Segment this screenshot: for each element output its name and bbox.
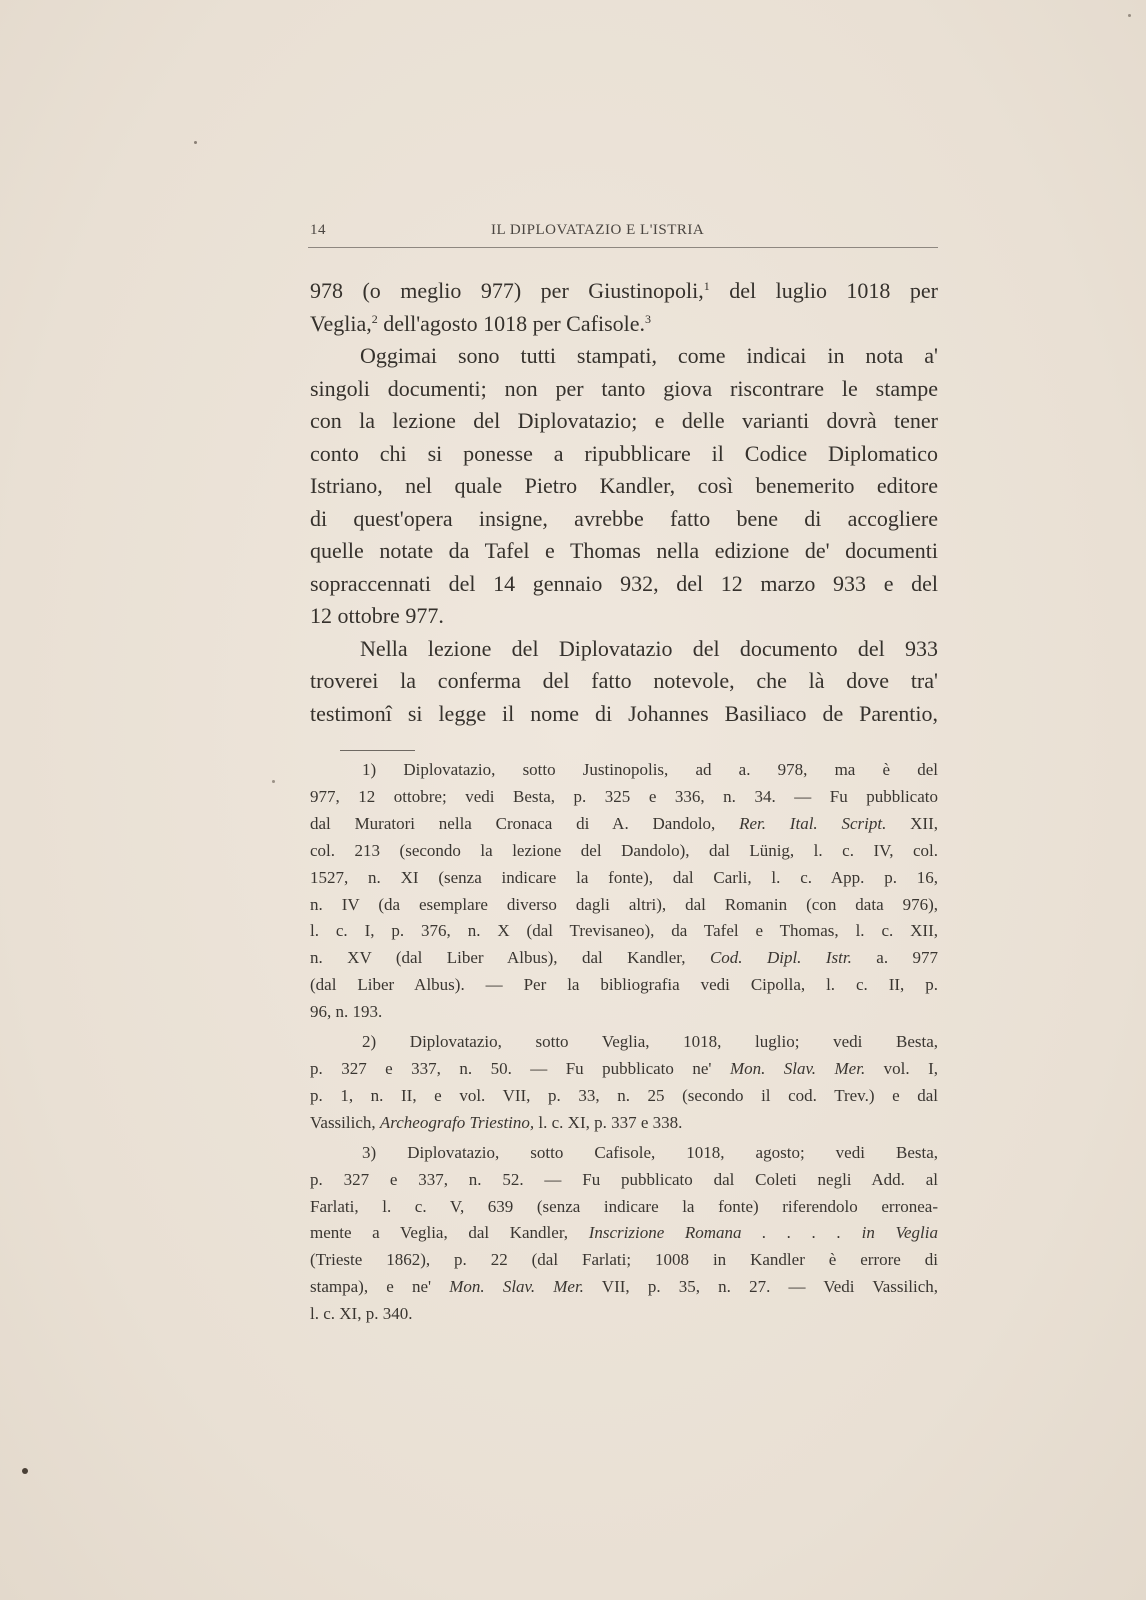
text-line: Istriano, nel quale Pietro Kandler, così benemerito editore — [310, 473, 938, 498]
footnote-line: 1) Diplovatazio, sotto Justinopolis, ad a. 978, ma è del — [362, 760, 938, 779]
footnote-line: p. 327 e 337, n. 50. — Fu pubblicato ne' Mon. Slav. Mer. vol. I, — [310, 1058, 939, 1078]
footnote-line: 977, 12 ottobre; vedi Besta, p. 325 e 336, n. 34. — Fu pubblicato — [310, 786, 938, 806]
footnote-line: 1527, n. XI (senza indicare la fonte), dal Carli, l. c. App. p. 16, — [310, 867, 938, 887]
footnote-line: (Trieste 1862), p. 22 (dal Farlati; 1008 in Kandler è errore di — [310, 1250, 938, 1270]
footnote-line: 3) Diplovatazio, sotto Cafisole, 1018, agosto; vedi Besta, — [362, 1142, 938, 1162]
paper-blemish — [1128, 14, 1131, 17]
footnote-ref: 2 — [371, 311, 378, 326]
footnote-1 — [310, 757, 938, 1026]
main-text — [310, 275, 938, 730]
footnote-line: dal Muratori nella Cronaca di A. Dandolo, Rer. Ital. Script. XII, — [310, 813, 938, 833]
text-line: troverei la conferma del fatto notevole, che là dove tra' — [310, 668, 938, 693]
footnotes — [310, 757, 938, 1328]
running-title: IL DIPLOVATAZIO E L'ISTRIA — [491, 222, 705, 238]
footnote-line: l. c. I, p. 376, n. X (dal Trevisaneo), da Tafel e Thomas, l. c. XII, — [310, 921, 938, 941]
footnote-line: 96, n. 193. — [310, 1002, 383, 1022]
text-line: sopraccennati del 14 gennaio 932, del 12 marzo 933 e del — [310, 570, 938, 596]
footnote-line: stampa), e ne' Mon. Slav. Mer. VII, p. 35, n. 27. — Vedi Vassilich, — [310, 1277, 939, 1297]
text-line: 12 ottobre 977. — [310, 603, 444, 628]
text-line: 978 (o meglio 977) per Giustinopoli,$^1$ del luglio 1018 per — [310, 278, 938, 303]
text-line: conto chi si ponesse a ripubblicare il Codice Diplomatico — [310, 440, 938, 466]
footnote-line: p. 1, n. II, e vol. VII, p. 33, n. 25 (secondo il cod. Trev.) e dal — [310, 1085, 938, 1105]
page-number: 14 — [310, 222, 326, 238]
footnote-line: Vassilich, Archeografo Triestino, l. c. XI, p. 337 e 338. — [310, 1112, 683, 1132]
text-line: di quest'opera insigne, avrebbe fatto bene di accogliere — [310, 505, 938, 531]
footnote-line: n. XV (dal Liber Albus), dal Kandler, Cod. Dipl. Istr. a. 977 — [310, 948, 939, 968]
text-line: testimonî si legge il nome di Johannes Basiliaco de Parentio, — [310, 700, 938, 726]
text-line: singoli documenti; non per tanto giova riscontrare le stampe — [310, 375, 938, 401]
footnote-line: l. c. XI, p. 340. — [310, 1304, 413, 1324]
paper-blemish — [272, 780, 275, 783]
text-line: quelle notate da Tafel e Thomas nella edizione de' documenti — [310, 538, 938, 563]
text-line: Oggimai sono tutti stampati, come indicai in nota a' — [360, 343, 938, 368]
footnote-rule — [340, 750, 415, 751]
footnote-line: n. IV (da esemplare diverso dagli altri), dal Romanin (con data 976), — [310, 894, 938, 914]
paper-blemish — [194, 141, 197, 144]
paper-blemish — [22, 1468, 28, 1474]
footnote-line: 2) Diplovatazio, sotto Veglia, 1018, luglio; vedi Besta, — [362, 1032, 938, 1052]
footnote-3 — [310, 1140, 938, 1328]
header-rule — [308, 247, 938, 248]
footnote-ref: 3 — [645, 311, 652, 326]
footnote-ref: 1 — [703, 279, 710, 293]
footnote-line: col. 213 (secondo la lezione del Dandolo), dal Lünig, l. c. IV, col. — [310, 840, 938, 860]
text-line: con la lezione del Diplovatazio; e delle varianti dovrà tener — [310, 408, 938, 433]
footnote-2 — [310, 1029, 938, 1137]
text-line: Veglia,$^2$ dell'agosto 1018 per Cafisole.$^3$ — [310, 310, 652, 336]
footnote-line: mente a Veglia, dal Kandler, Inscrizione Romana . . . . in Veglia — [310, 1223, 939, 1243]
text-line: Nella lezione del Diplovatazio del documento del 933 — [360, 635, 938, 661]
footnote-line: p. 327 e 337, n. 52. — Fu pubblicato dal Coleti negli Add. al — [310, 1169, 938, 1189]
footnote-line: Farlati, l. c. V, 639 (senza indicare la fonte) riferendolo erronea- — [310, 1196, 938, 1216]
footnote-line: (dal Liber Albus). — Per la bibliografia vedi Cipolla, l. c. II, p. — [310, 975, 938, 995]
